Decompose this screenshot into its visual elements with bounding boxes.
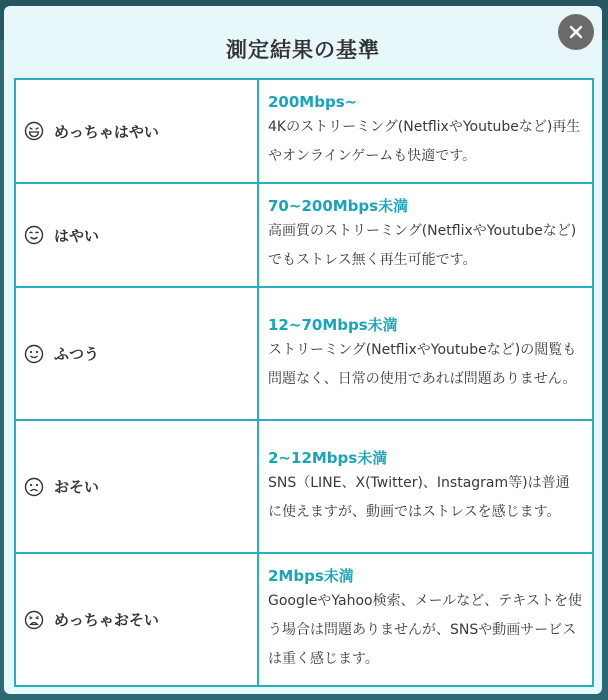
level-label: はやい [54, 226, 100, 245]
speed-range: 12~70Mbps未満 [268, 315, 398, 334]
table-row [15, 553, 593, 686]
table-row [15, 420, 593, 553]
description-cell [258, 420, 593, 553]
grinning-face-icon [24, 121, 44, 141]
close-button[interactable] [558, 14, 594, 50]
level-cell [15, 287, 258, 420]
criteria-modal [4, 6, 602, 694]
description-cell [258, 553, 593, 686]
table-row [15, 79, 593, 183]
speed-description: GoogleやYahoo検索、メールなど、テキストを使う場合は問題ありませんが、SNSや動画サービスは重く感じます。 [268, 593, 583, 667]
speed-range: 200Mbps~ [268, 93, 358, 111]
table-row [15, 183, 593, 287]
speed-range: 70~200Mbps未満 [268, 197, 409, 215]
table-row [15, 287, 593, 420]
level-cell [15, 420, 258, 553]
speed-range: 2Mbps未満 [268, 567, 354, 585]
description-cell [258, 183, 593, 287]
criteria-table [14, 78, 594, 687]
tired-face-icon [24, 610, 44, 630]
slight-smile-face-icon [24, 344, 44, 364]
frowning-face-icon [24, 477, 44, 497]
speed-description: ストリーミング(NetflixやYoutubeなど)の閲覧も問題なく、日常の使用であれば問題ありません。 [268, 341, 577, 387]
speed-description: SNS（LINE、X(Twitter)、Instagram等)は普通に使えますが、動画ではストレスを感じます。 [268, 474, 570, 520]
speed-description: 高画質のストリーミング(NetflixやYoutubeなど)でもストレス無く再生可能です。 [268, 223, 577, 268]
speed-range: 2~12Mbps未満 [268, 448, 388, 467]
smiling-face-icon [24, 225, 44, 245]
level-label: おそい [54, 478, 100, 496]
speed-description: 4Kのストリーミング(NetflixやYoutubeなど)再生やオンラインゲームも快適です。 [268, 119, 581, 164]
level-label: めっちゃおそい [54, 611, 159, 629]
close-icon [568, 24, 584, 40]
level-label: めっちゃはやい [54, 122, 159, 141]
level-label: ふつう [54, 345, 100, 363]
description-cell [258, 287, 593, 420]
description-cell [258, 79, 593, 183]
level-cell [15, 553, 258, 686]
modal-title: 測定結果の基準 [226, 38, 380, 62]
level-cell [15, 79, 258, 183]
level-cell [15, 183, 258, 287]
